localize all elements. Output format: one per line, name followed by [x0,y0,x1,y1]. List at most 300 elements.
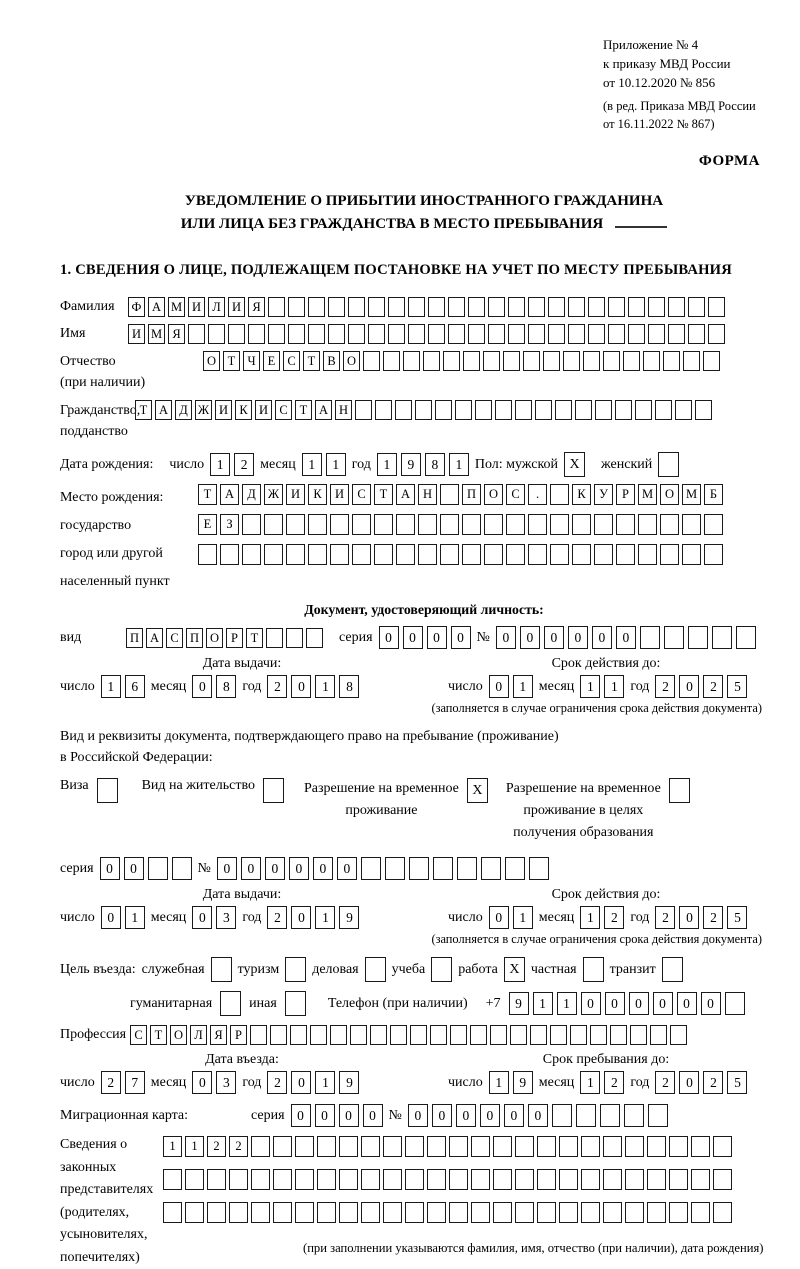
char-cell[interactable]: Р [230,1025,247,1045]
char-cell[interactable] [317,1169,336,1190]
char-cell[interactable] [471,1202,490,1223]
char-cell[interactable] [691,1169,710,1190]
char-cell[interactable] [510,1025,527,1045]
char-cell[interactable]: 0 [679,906,699,929]
char-cell[interactable]: С [130,1025,147,1045]
char-cell[interactable]: 0 [291,906,311,929]
char-cell[interactable] [396,544,415,565]
char-cell[interactable] [228,324,245,344]
sex-male-checkbox[interactable]: X [564,452,585,477]
char-cell[interactable]: М [682,484,701,505]
char-cell[interactable] [430,1025,447,1045]
char-cell[interactable]: 1 [125,906,145,929]
char-cell[interactable] [361,1169,380,1190]
char-cell[interactable]: К [308,484,327,505]
char-cell[interactable]: 3 [216,1071,236,1094]
char-cell[interactable]: Я [168,324,185,344]
char-cell[interactable] [603,1202,622,1223]
char-cell[interactable]: 0 [100,857,120,880]
char-cell[interactable]: 0 [265,857,285,880]
char-cell[interactable]: С [275,400,292,420]
char-cell[interactable]: О [170,1025,187,1045]
char-cell[interactable] [703,351,720,371]
char-cell[interactable] [506,514,525,535]
char-cell[interactable]: Т [246,628,263,648]
char-cell[interactable]: Ж [264,484,283,505]
purpose-study-checkbox[interactable] [431,957,452,982]
char-cell[interactable]: 1 [210,453,230,476]
char-cell[interactable] [495,400,512,420]
char-cell[interactable] [433,857,453,880]
char-cell[interactable] [308,544,327,565]
char-cell[interactable] [610,1025,627,1045]
char-cell[interactable] [529,857,549,880]
char-cell[interactable] [229,1169,248,1190]
char-cell[interactable]: 2 [604,906,624,929]
char-cell[interactable] [588,324,605,344]
char-cell[interactable] [383,1169,402,1190]
char-cell[interactable] [682,514,701,535]
char-cell[interactable] [396,514,415,535]
char-cell[interactable] [308,297,325,317]
char-cell[interactable]: 2 [703,906,723,929]
char-cell[interactable]: Т [223,351,240,371]
char-cell[interactable] [455,400,472,420]
char-cell[interactable] [390,1025,407,1045]
char-cell[interactable] [251,1136,270,1157]
char-cell[interactable]: 0 [480,1104,500,1127]
char-cell[interactable] [375,400,392,420]
char-cell[interactable] [409,857,429,880]
char-cell[interactable] [688,626,708,649]
char-cell[interactable]: И [188,297,205,317]
char-cell[interactable] [568,297,585,317]
char-cell[interactable]: 0 [456,1104,476,1127]
purpose-other-checkbox[interactable] [285,991,306,1016]
char-cell[interactable] [270,1025,287,1045]
char-cell[interactable] [503,351,520,371]
char-cell[interactable]: 0 [504,1104,524,1127]
char-cell[interactable] [468,297,485,317]
char-cell[interactable]: И [286,484,305,505]
char-cell[interactable] [385,857,405,880]
char-cell[interactable]: 0 [489,906,509,929]
char-cell[interactable]: 0 [192,1071,212,1094]
char-cell[interactable] [508,324,525,344]
char-cell[interactable] [528,297,545,317]
char-cell[interactable] [712,626,732,649]
char-cell[interactable] [440,514,459,535]
char-cell[interactable] [415,400,432,420]
char-cell[interactable]: 0 [605,992,625,1015]
char-cell[interactable] [647,1202,666,1223]
char-cell[interactable]: 0 [337,857,357,880]
char-cell[interactable]: Е [198,514,217,535]
char-cell[interactable]: И [330,484,349,505]
char-cell[interactable] [704,544,723,565]
char-cell[interactable] [570,1025,587,1045]
char-cell[interactable]: Т [303,351,320,371]
char-cell[interactable] [713,1202,732,1223]
char-cell[interactable]: 1 [513,906,533,929]
char-cell[interactable] [427,1169,446,1190]
char-cell[interactable] [595,400,612,420]
char-cell[interactable] [242,544,261,565]
char-cell[interactable] [288,324,305,344]
char-cell[interactable]: Т [374,484,393,505]
char-cell[interactable] [449,1202,468,1223]
char-cell[interactable] [638,514,657,535]
char-cell[interactable] [448,297,465,317]
char-cell[interactable] [408,297,425,317]
char-cell[interactable] [594,514,613,535]
purpose-tourism-checkbox[interactable] [285,957,306,982]
char-cell[interactable] [395,400,412,420]
char-cell[interactable] [736,626,756,649]
char-cell[interactable] [581,1169,600,1190]
char-cell[interactable]: 1 [580,1071,600,1094]
char-cell[interactable]: А [146,628,163,648]
char-cell[interactable] [603,351,620,371]
char-cell[interactable]: 9 [401,453,421,476]
char-cell[interactable] [481,857,501,880]
char-cell[interactable] [537,1202,556,1223]
char-cell[interactable]: З [220,514,239,535]
char-cell[interactable] [550,514,569,535]
char-cell[interactable] [198,544,217,565]
char-cell[interactable]: 2 [207,1136,226,1157]
char-cell[interactable] [683,351,700,371]
char-cell[interactable]: 0 [653,992,673,1015]
char-cell[interactable] [330,1025,347,1045]
char-cell[interactable] [508,297,525,317]
char-cell[interactable] [488,297,505,317]
char-cell[interactable] [405,1169,424,1190]
char-cell[interactable]: 0 [496,626,516,649]
char-cell[interactable] [268,324,285,344]
char-cell[interactable] [515,1169,534,1190]
char-cell[interactable] [273,1136,292,1157]
char-cell[interactable]: 9 [339,906,359,929]
char-cell[interactable]: 0 [291,1071,311,1094]
char-cell[interactable]: 0 [592,626,612,649]
char-cell[interactable]: 5 [727,1071,747,1094]
char-cell[interactable]: А [396,484,415,505]
char-cell[interactable] [535,400,552,420]
char-cell[interactable] [286,514,305,535]
char-cell[interactable]: Я [248,297,265,317]
purpose-commercial-checkbox[interactable] [365,957,386,982]
char-cell[interactable]: Р [616,484,635,505]
char-cell[interactable] [691,1136,710,1157]
char-cell[interactable] [462,544,481,565]
char-cell[interactable] [264,514,283,535]
char-cell[interactable] [450,1025,467,1045]
char-cell[interactable]: 0 [432,1104,452,1127]
char-cell[interactable]: 2 [267,675,287,698]
char-cell[interactable] [418,514,437,535]
char-cell[interactable] [368,324,385,344]
char-cell[interactable]: Р [226,628,243,648]
char-cell[interactable] [410,1025,427,1045]
char-cell[interactable] [488,324,505,344]
char-cell[interactable] [647,1169,666,1190]
char-cell[interactable]: 1 [533,992,553,1015]
char-cell[interactable]: П [186,628,203,648]
char-cell[interactable] [713,1136,732,1157]
char-cell[interactable] [273,1169,292,1190]
char-cell[interactable] [207,1169,226,1190]
char-cell[interactable] [555,400,572,420]
char-cell[interactable]: Д [242,484,261,505]
char-cell[interactable] [572,514,591,535]
char-cell[interactable]: Ф [128,297,145,317]
char-cell[interactable] [427,1202,446,1223]
char-cell[interactable]: А [155,400,172,420]
char-cell[interactable] [368,297,385,317]
char-cell[interactable]: 2 [655,906,675,929]
char-cell[interactable] [708,324,725,344]
char-cell[interactable] [668,324,685,344]
char-cell[interactable] [548,297,565,317]
char-cell[interactable]: 5 [727,906,747,929]
char-cell[interactable] [355,400,372,420]
char-cell[interactable] [185,1202,204,1223]
char-cell[interactable]: 9 [339,1071,359,1094]
char-cell[interactable] [615,400,632,420]
char-cell[interactable]: 1 [449,453,469,476]
char-cell[interactable] [695,400,712,420]
char-cell[interactable] [251,1202,270,1223]
char-cell[interactable]: Л [208,297,225,317]
char-cell[interactable] [361,857,381,880]
char-cell[interactable] [475,400,492,420]
char-cell[interactable]: А [148,297,165,317]
char-cell[interactable]: Т [295,400,312,420]
char-cell[interactable] [220,544,239,565]
char-cell[interactable] [708,297,725,317]
char-cell[interactable] [443,351,460,371]
char-cell[interactable] [590,1025,607,1045]
char-cell[interactable]: 1 [557,992,577,1015]
char-cell[interactable] [581,1202,600,1223]
char-cell[interactable]: 0 [101,906,121,929]
char-cell[interactable] [625,1136,644,1157]
char-cell[interactable] [537,1136,556,1157]
residence-permit-checkbox[interactable] [263,778,284,803]
sex-female-checkbox[interactable] [658,452,679,477]
char-cell[interactable] [713,1169,732,1190]
char-cell[interactable] [484,544,503,565]
char-cell[interactable] [655,400,672,420]
char-cell[interactable]: Б [704,484,723,505]
char-cell[interactable]: 0 [289,857,309,880]
char-cell[interactable]: 2 [267,906,287,929]
char-cell[interactable] [317,1136,336,1157]
char-cell[interactable]: Ж [195,400,212,420]
char-cell[interactable]: А [220,484,239,505]
char-cell[interactable] [208,324,225,344]
char-cell[interactable] [435,400,452,420]
char-cell[interactable]: 0 [408,1104,428,1127]
char-cell[interactable] [624,1104,644,1127]
char-cell[interactable] [528,544,547,565]
char-cell[interactable] [388,324,405,344]
char-cell[interactable]: 0 [192,675,212,698]
char-cell[interactable]: 0 [315,1104,335,1127]
char-cell[interactable] [640,626,660,649]
char-cell[interactable] [363,351,380,371]
char-cell[interactable] [350,1025,367,1045]
char-cell[interactable] [483,351,500,371]
char-cell[interactable]: 2 [703,1071,723,1094]
char-cell[interactable]: 8 [425,453,445,476]
char-cell[interactable] [185,1169,204,1190]
char-cell[interactable] [361,1136,380,1157]
char-cell[interactable] [635,400,652,420]
char-cell[interactable]: 0 [192,906,212,929]
char-cell[interactable] [688,297,705,317]
char-cell[interactable]: Л [190,1025,207,1045]
char-cell[interactable] [550,1025,567,1045]
char-cell[interactable] [505,857,525,880]
char-cell[interactable] [583,351,600,371]
char-cell[interactable] [428,297,445,317]
char-cell[interactable]: 8 [339,675,359,698]
char-cell[interactable]: 0 [679,675,699,698]
char-cell[interactable] [408,324,425,344]
char-cell[interactable] [493,1202,512,1223]
char-cell[interactable] [506,544,525,565]
char-cell[interactable]: 9 [513,1071,533,1094]
char-cell[interactable] [688,324,705,344]
char-cell[interactable]: Я [210,1025,227,1045]
char-cell[interactable] [608,324,625,344]
char-cell[interactable] [207,1202,226,1223]
char-cell[interactable]: А [315,400,332,420]
char-cell[interactable] [264,544,283,565]
char-cell[interactable]: С [352,484,371,505]
char-cell[interactable] [330,544,349,565]
char-cell[interactable]: 2 [703,675,723,698]
char-cell[interactable] [575,400,592,420]
char-cell[interactable] [273,1202,292,1223]
char-cell[interactable] [490,1025,507,1045]
char-cell[interactable] [457,857,477,880]
purpose-humanitarian-checkbox[interactable] [220,991,241,1016]
edu-permit-checkbox[interactable] [669,778,690,803]
char-cell[interactable]: 0 [568,626,588,649]
char-cell[interactable]: Е [263,351,280,371]
char-cell[interactable] [427,1136,446,1157]
char-cell[interactable] [295,1136,314,1157]
char-cell[interactable] [288,297,305,317]
char-cell[interactable] [660,514,679,535]
char-cell[interactable] [572,544,591,565]
char-cell[interactable]: 0 [528,1104,548,1127]
purpose-business-checkbox[interactable] [211,957,232,982]
purpose-work-checkbox[interactable]: X [504,957,525,982]
char-cell[interactable] [361,1202,380,1223]
char-cell[interactable] [648,324,665,344]
char-cell[interactable] [330,514,349,535]
char-cell[interactable]: О [203,351,220,371]
char-cell[interactable] [172,857,192,880]
char-cell[interactable] [625,1169,644,1190]
char-cell[interactable]: 0 [677,992,697,1015]
char-cell[interactable] [428,324,445,344]
char-cell[interactable]: 0 [679,1071,699,1094]
char-cell[interactable] [550,484,569,505]
char-cell[interactable]: 0 [291,675,311,698]
char-cell[interactable] [471,1169,490,1190]
char-cell[interactable] [664,626,684,649]
char-cell[interactable]: П [126,628,143,648]
char-cell[interactable]: 2 [101,1071,121,1094]
char-cell[interactable] [250,1025,267,1045]
char-cell[interactable] [163,1169,182,1190]
char-cell[interactable]: 5 [727,675,747,698]
char-cell[interactable] [669,1136,688,1157]
char-cell[interactable]: К [235,400,252,420]
char-cell[interactable]: 1 [185,1136,204,1157]
char-cell[interactable]: Т [135,400,152,420]
char-cell[interactable]: С [283,351,300,371]
char-cell[interactable] [286,628,303,648]
char-cell[interactable]: С [166,628,183,648]
char-cell[interactable]: У [594,484,613,505]
char-cell[interactable] [581,1136,600,1157]
char-cell[interactable] [550,544,569,565]
char-cell[interactable] [471,1136,490,1157]
char-cell[interactable]: 1 [489,1071,509,1094]
char-cell[interactable] [515,1202,534,1223]
char-cell[interactable] [559,1136,578,1157]
char-cell[interactable] [251,1169,270,1190]
char-cell[interactable]: 3 [216,906,236,929]
char-cell[interactable]: 0 [451,626,471,649]
char-cell[interactable]: 0 [427,626,447,649]
char-cell[interactable]: В [323,351,340,371]
char-cell[interactable] [704,514,723,535]
char-cell[interactable]: 0 [313,857,333,880]
char-cell[interactable] [523,351,540,371]
char-cell[interactable]: 0 [217,857,237,880]
char-cell[interactable]: 0 [629,992,649,1015]
char-cell[interactable] [543,351,560,371]
char-cell[interactable]: 2 [604,1071,624,1094]
char-cell[interactable]: 0 [489,675,509,698]
char-cell[interactable] [493,1136,512,1157]
char-cell[interactable]: 0 [581,992,601,1015]
char-cell[interactable] [352,544,371,565]
char-cell[interactable]: 1 [315,906,335,929]
char-cell[interactable]: 0 [363,1104,383,1127]
char-cell[interactable] [548,324,565,344]
char-cell[interactable] [266,628,283,648]
char-cell[interactable] [638,544,657,565]
char-cell[interactable] [648,1104,668,1127]
char-cell[interactable] [328,297,345,317]
char-cell[interactable]: О [206,628,223,648]
char-cell[interactable] [470,1025,487,1045]
char-cell[interactable] [528,324,545,344]
char-cell[interactable] [286,544,305,565]
char-cell[interactable]: М [148,324,165,344]
char-cell[interactable]: О [660,484,679,505]
char-cell[interactable]: 1 [513,675,533,698]
char-cell[interactable] [310,1025,327,1045]
